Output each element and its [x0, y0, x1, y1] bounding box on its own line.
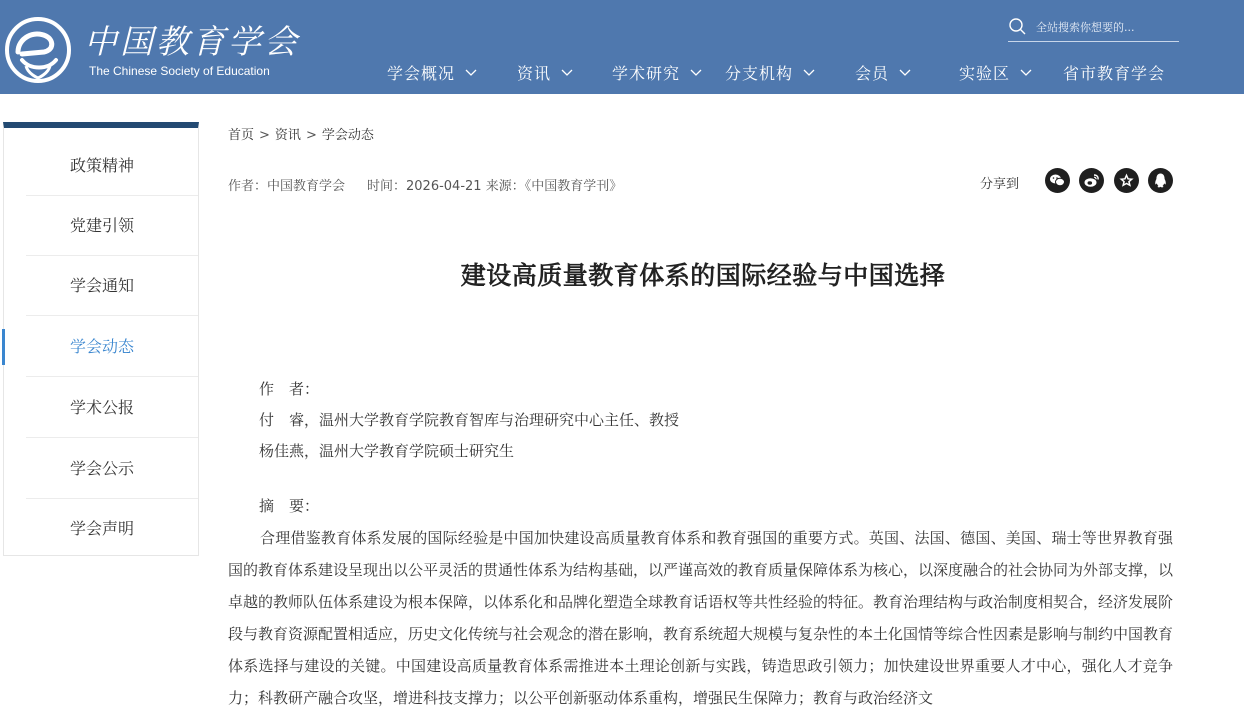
nav-item-label: 分支机构	[725, 63, 794, 83]
nav-item-label: 学术研究	[612, 63, 681, 83]
article-title: 建设高质量教育体系的国际经验与中国选择	[460, 261, 946, 290]
breadcrumb-separator: >	[259, 128, 270, 143]
logo-chinese-name[interactable]: 中国教育学会	[84, 22, 300, 61]
logo-english-name[interactable]: The Chinese Society of Education	[89, 64, 270, 78]
sidebar-item-society-news[interactable]: 学会动态	[26, 317, 198, 377]
sidebar-item-statements[interactable]: 学会声明	[70, 519, 135, 538]
nav-item-label: 学会概况	[387, 63, 456, 83]
share-label: 分享到	[980, 177, 1020, 192]
nav-item-research[interactable]	[612, 58, 702, 86]
breadcrumb-news[interactable]: 资讯	[274, 128, 301, 143]
society-emblem-icon[interactable]	[4, 16, 72, 84]
sidebar	[3, 122, 199, 556]
chevron-down-icon	[690, 66, 702, 78]
breadcrumb	[228, 124, 374, 143]
meta-time: 时间：2026-04-21	[367, 179, 482, 194]
weibo-icon[interactable]	[1079, 168, 1104, 193]
chevron-down-icon	[561, 66, 573, 78]
sidebar-item-announcements[interactable]: 学会公示	[26, 439, 198, 499]
nav-item-branches[interactable]	[725, 58, 815, 86]
authors-label: 作 者：	[259, 380, 320, 398]
search-icon[interactable]	[1008, 17, 1028, 37]
abstract-text: 合理借鉴教育体系发展的国际经验是中国加快建设高质量教育体系和教育强国的重要方式。英国、法国、德国、美国、瑞士等世界教育强国的教育体系建设呈现出以公平灵活的贯通性体系为结构基础，以严谨高效的教育质量保障体系为核心，以深度融合的社会协同为外部支撑，以卓越的教师队伍体系建设为根本保障，以体系化和品牌化塑造全球教育话语权等共性经验的特征。教育治理结构与政治制度相契合，经济发展阶段与教育资源配置相适应，历史文化传统与社会观念的潜在影响，教育系统超大规模与复杂性的本土化国情等综合性因素是影响与制约中国教育体系选择与建设的关键。中国建设高质量教育体系需推进本土理论创新与实践，铸造思政引领力；加快建设世界重要人才中心，强化人才竞争力；科教研产融合攻坚，增进科技支撑力；以公平创新驱动体系重构，增强民生保障力；教育与政治经济文	[228, 529, 1174, 707]
nav-item-about[interactable]	[387, 58, 477, 86]
chevron-down-icon	[465, 66, 477, 78]
author-line: 付 睿，温州大学教育学院教育智库与治理研究中心主任、教授	[259, 411, 680, 429]
meta-source: 来源：《中国教育学刊》	[485, 179, 623, 194]
article-meta	[228, 175, 622, 194]
wechat-icon[interactable]	[1045, 168, 1070, 193]
qzone-icon[interactable]	[1114, 168, 1139, 193]
chevron-down-icon	[899, 66, 911, 78]
site-header	[0, 0, 1244, 94]
breadcrumb-separator: >	[305, 128, 317, 143]
sidebar-item-policy[interactable]: 政策精神	[26, 136, 198, 196]
chevron-down-icon	[1020, 66, 1032, 78]
chevron-down-icon	[803, 66, 815, 78]
qq-icon[interactable]	[1148, 168, 1173, 193]
nav-item-label: 省市教育学会	[1063, 63, 1166, 83]
author-line: 杨佳燕，温州大学教育学院硕士研究生	[259, 442, 515, 460]
nav-item-provincial-societies[interactable]	[1063, 58, 1165, 86]
search-box	[1008, 12, 1179, 42]
sidebar-item-party-building[interactable]: 党建引领	[26, 196, 198, 256]
nav-item-members[interactable]	[855, 58, 911, 86]
sidebar-item-academic-bulletin[interactable]: 学术公报	[26, 378, 198, 438]
nav-item-label: 会员	[855, 63, 890, 83]
nav-item-pilot-zones[interactable]	[959, 58, 1032, 86]
breadcrumb-society-news[interactable]: 学会动态	[321, 128, 374, 143]
meta-author: 作者：中国教育学会	[228, 179, 346, 194]
active-indicator	[2, 329, 5, 365]
sidebar-item-notices[interactable]: 学会通知	[26, 256, 198, 316]
abstract-label: 摘 要：	[259, 497, 320, 515]
nav-item-news[interactable]	[517, 58, 573, 86]
breadcrumb-home[interactable]: 首页	[228, 128, 255, 143]
search-input[interactable]	[1036, 16, 1176, 38]
nav-item-label: 实验区	[959, 63, 1011, 83]
nav-item-label: 资讯	[517, 63, 552, 83]
